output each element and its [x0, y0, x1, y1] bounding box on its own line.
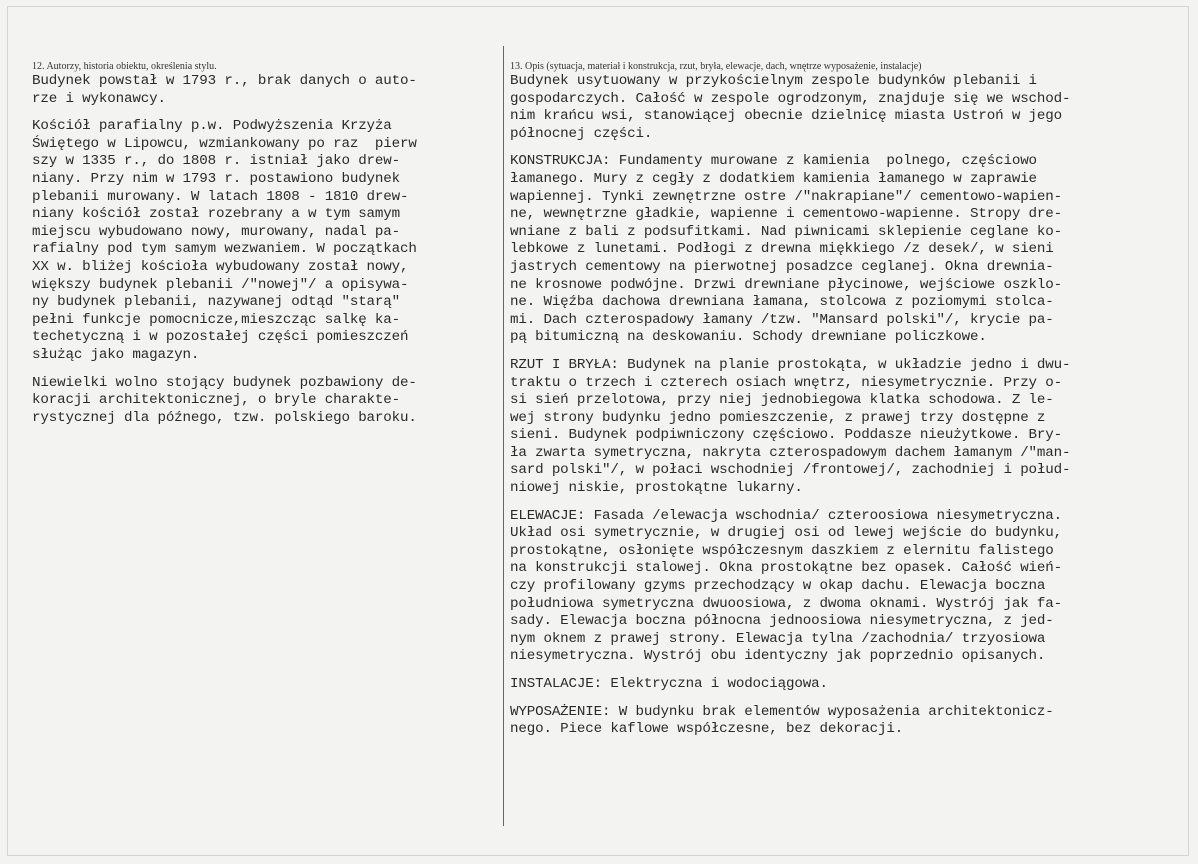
paragraph-location [510, 73, 1182, 143]
text-line: wniane z bali z podsufitkami. Nad piwnicami sklepienie ceglane ko- [510, 223, 1063, 240]
paragraph-parish-history [32, 118, 500, 364]
text-line: czy profilowany gzyms przechodzący w okap dachu. Elewacja boczna [510, 578, 1046, 595]
text-line: ne, wewnętrzne gładkie, wapienne i cementowo-wapienne. Stropy dre- [510, 206, 1063, 223]
text-line: mi. Dach czterospadowy łamany /tzw. "Mansard polski"/, krycie pa- [510, 311, 1054, 328]
text-line: pą bitumiczną na deskowaniu. Schody drewniane policzkowe. [510, 329, 987, 346]
text-line: nim krańcu wsi, stanowiącej obecnie dzielnicę miasta Ustroń w jego [510, 108, 1063, 125]
text-line: na konstrukcji stalowej. Okna prostokątne bez opasek. Całość wień- [510, 560, 1063, 577]
text-line: plebanii murowany. W latach 1808 - 1810 drew- [32, 188, 409, 205]
text-line: WYPOSAŻENIE: W budynku brak elementów wyposażenia architektonicz- [510, 703, 1054, 720]
text-line: niowej niskie, prostokątne lukarny. [510, 480, 803, 497]
text-line: południowa symetryczna dwuoosiowa, z dwoma oknami. Wystrój jak fa- [510, 595, 1063, 612]
text-line: wapiennej. Tynki zewnętrzne ostre /"nakrapiane"/ cementowo-wapien- [510, 188, 1063, 205]
paragraph-konstrukcja [510, 153, 1182, 347]
text-line: INSTALACJE: Elektryczna i wodociągowa. [510, 676, 828, 692]
paragraph-instalacje [510, 676, 1182, 694]
text-line: Układ osi symetrycznie, w drugiej osi od lewej wejście do budynku, [510, 525, 1063, 542]
text-line: niany. Przy nim w 1793 r. postawiono budynek [32, 170, 401, 187]
section-12-body [32, 73, 500, 427]
text-line: sard polski"/, w połaci wschodniej /frontowej/, zachodniej i połud- [510, 462, 1071, 479]
text-line: niany kościół został rozebrany a w tym samym [32, 206, 401, 223]
text-line: gospodarczych. Całość w zespole ogrodzonym, znajduje się we wschod- [510, 90, 1071, 107]
text-line: sieni. Budynek podpiwniczony częściowo. Poddasze nieużytkowe. Bry- [510, 427, 1063, 444]
text-line: koracji architektonicznej, o bryle charakte- [32, 392, 401, 409]
paragraph-style [32, 375, 500, 428]
text-line: sady. Elewacja boczna północna jednoosiowa niesymetryczna, z jed- [510, 613, 1054, 630]
text-line: traktu o trzech i czterech osiach wnętrz, niesymetrycznie. Przy o- [510, 374, 1063, 391]
text-line: północnej części. [510, 125, 653, 142]
text-line: Budynek powstał w 1793 r., brak danych o auto- [32, 73, 417, 89]
text-line: rafialny pod tym samym wezwaniem. W początkach [32, 241, 417, 258]
text-line: łamanego. Mury z cegły z dodatkiem kamienia łamanego w zaprawie [510, 170, 1037, 187]
text-line: nym oknem z prawej strony. Elewacja tylna /zachodnia/ trzyosiowa [510, 630, 1046, 647]
text-line: rze i wykonawcy. [32, 90, 166, 107]
section-12-authors-history [32, 61, 500, 427]
text-line: rystycznej dla późnego, tzw. polskiego baroku. [32, 409, 417, 426]
text-line: Niewielki wolno stojący budynek pozbawiony de- [32, 374, 417, 391]
text-line: techetyczną i w pozostałej części pomieszczeń [32, 329, 409, 346]
text-line: ne krosnowe podwójne. Drzwi drewniane płycinowe, wejściowe oszklo- [510, 276, 1063, 293]
text-line: pełni funkcje pomocnicze,mieszcząc salkę ka- [32, 311, 401, 328]
text-line: ELEWACJE: Fasada /elewacja wschodnia/ czteroosiowa niesymetryczna. [510, 507, 1063, 524]
paragraph-elewacje [510, 508, 1182, 666]
text-line: większy budynek plebanii /"nowej"/ a opisywa- [32, 276, 409, 293]
text-line: prostokątne, osłonięte współczesnym daszkiem z elernitu falistego [510, 542, 1054, 559]
text-line: miejscu wybudowano nowy, murowany, nadal pa- [32, 223, 401, 240]
text-line: XX w. bliżej kościoła wybudowany został nowy, [32, 258, 409, 275]
section-13-body [510, 73, 1182, 739]
paragraph-rzut-i-bryla [510, 357, 1182, 498]
text-line: jastrych cementowy na pierwotnej posadzce ceglanej. Okna drewnia- [510, 258, 1054, 275]
section-13-header: 13. Opis (sytuacja, materiał i konstrukcja, rzut, bryła, elewacje, dach, wnętrze wyposażenie, instalacje) [510, 61, 922, 72]
section-13-description [510, 61, 1182, 739]
text-line: Świętego w Lipowcu, wzmiankowany po raz pierw [32, 135, 417, 152]
text-line: wej strony budynku jedno pomieszczenie, z prawej trzy dostępne z [510, 409, 1046, 426]
paragraph-construction-date [32, 73, 500, 108]
text-line: si sień przelotowa, przy niej jednobiegowa klatka schodowa. Z le- [510, 392, 1054, 409]
text-line: niesymetryczna. Wystrój obu identyczny jak poprzednio opisanych. [510, 648, 1046, 665]
paragraph-wyposazenie [510, 704, 1182, 739]
text-line: ne. Więźba dachowa drewniana łamana, stolcowa z poziomymi stolca- [510, 294, 1054, 311]
text-line: służąc jako magazyn. [32, 346, 200, 363]
text-line: nego. Piece kaflowe współczesne, bez dekoracji. [510, 721, 904, 738]
text-line: KONSTRUKCJA: Fundamenty murowane z kamienia polnego, częściowo [510, 153, 1037, 170]
text-line: Kościół parafialny p.w. Podwyższenia Krzyża [32, 118, 392, 135]
text-line: RZUT I BRYŁA: Budynek na planie prostokąta, w układzie jedno i dwu- [510, 356, 1071, 373]
text-line: ny budynek plebanii, nazywanej odtąd "starą" [32, 294, 401, 311]
text-line: lebkowe z lunetami. Podłogi z drewna miękkiego /z desek/, w sieni [510, 241, 1054, 258]
text-line: ła zwarta symetryczna, nakryta czterospadowym dachem łamanym /"man- [510, 444, 1071, 461]
section-12-header: 12. Autorzy, historia obiektu, określenia stylu. [32, 61, 217, 72]
text-line: szy w 1335 r., do 1808 r. istniał jako drew- [32, 153, 401, 170]
text-line: Budynek usytuowany w przykościelnym zespole budynków plebanii i [510, 73, 1037, 89]
column-divider [503, 46, 504, 826]
